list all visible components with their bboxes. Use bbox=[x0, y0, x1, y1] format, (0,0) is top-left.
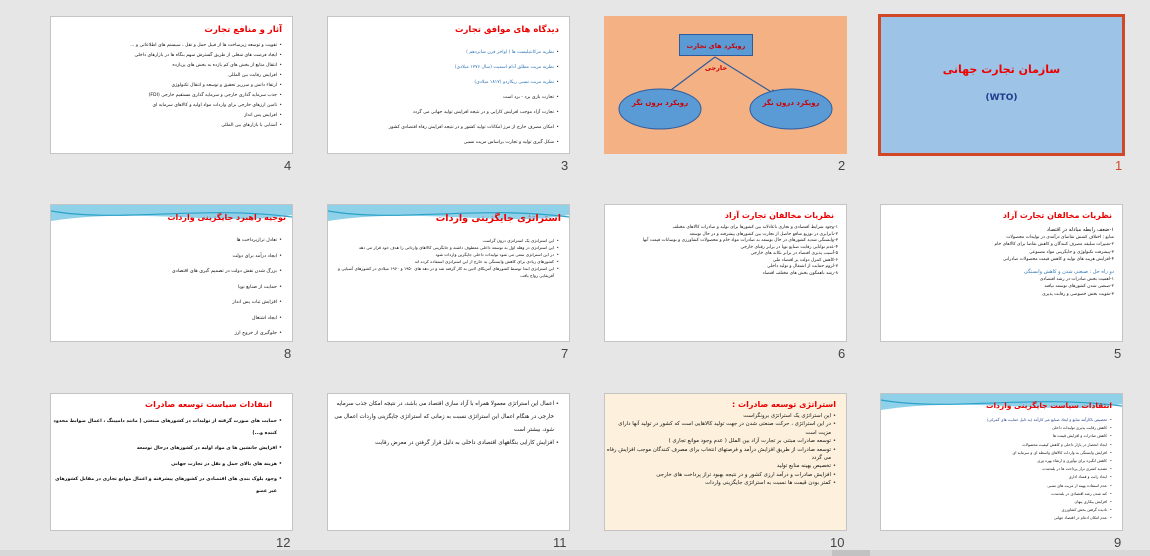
bullet-list bbox=[50, 41, 292, 131]
right-ellipse-label: رویکرد درون نگر bbox=[762, 99, 820, 107]
text-line: ۵-آسیب پذیری اقتصاد در برابر تکانه های خارجی bbox=[750, 251, 838, 256]
text-line: ۱-وجود شرایط اقتصادی و تجاری ناعادلانه بین کشورها برای تولید و صادرات کالاهای مختلف bbox=[672, 225, 838, 230]
bullet-list bbox=[50, 233, 292, 342]
list-item: • در این استراتژی سعی می شود تولیدات داخلی جایگزین واردات شود bbox=[327, 251, 559, 258]
sub-heading: دو راه حل : صنعتی شدن و کاهش وابستگی bbox=[1023, 269, 1114, 276]
list-item: • اعمال این استراتژی معمولا همراه با آزاد سازی اقتصاد می باشد، در نتیجه امکان جذب سرمایه خارجی در هنگام اعمال این استراتژی نسبت به زمانی که استراتژی جایگزینی واردات اعمال می شود، بیشتر است bbox=[327, 398, 559, 437]
list-item: • تشدید کسری تراز پرداخت ها در بلندمدت bbox=[880, 465, 1112, 473]
bullet-list bbox=[327, 398, 569, 450]
list-item: • کمتر بودن قیمت ها نسبت به استراتژی جایگزینی واردات bbox=[604, 479, 836, 487]
list-item: • افزایش وابستگی به واردات کالاهای واسطه ای و سرمایه ای bbox=[880, 449, 1112, 457]
list-item: • تجارت بازی برد - برد است bbox=[329, 90, 559, 105]
list-item: • ایجاد رانت و فساد اداری bbox=[880, 473, 1112, 481]
slide-4[interactable] bbox=[50, 16, 293, 154]
list-item: • کند شدن رشد اقتصادی در بلندمدت bbox=[880, 490, 1112, 498]
list-item: • نادیده گرفتن بخش کشاورزی bbox=[880, 506, 1112, 514]
slide-5[interactable] bbox=[880, 204, 1123, 342]
slide-2[interactable] bbox=[604, 16, 847, 154]
text-line: ۳-وابستگی شدید کشورهای در حال توسعه به صادرات مواد خام و محصولات کشاورزی و نوسانات قیمت آنها bbox=[642, 238, 838, 243]
slide-title: توجیه راهبرد جایگزینی واردات bbox=[167, 213, 286, 222]
text-line: ۳-تقویت بخش خصوصی و رقابت پذیری bbox=[1042, 291, 1114, 297]
bullet-list bbox=[604, 412, 846, 488]
list-item: • افزایش بیکاری پنهان bbox=[880, 498, 1112, 506]
slide-title: استراتژی توسعه صادرات : bbox=[732, 400, 836, 409]
slide-number: 3 bbox=[561, 158, 569, 173]
text-line: ۳-پیشرفت تکنولوژی و جایگزینی مواد مصنوعی bbox=[1029, 249, 1114, 255]
slide-3[interactable] bbox=[327, 16, 570, 154]
list-item: • وجود بلوک بندی های اقتصادی در کشورهای پیشرفته و اعمال موانع تجاری در مقابل کشورهای غیر عضو bbox=[50, 474, 282, 497]
list-item: • نظریه مرکانتیلیست ها ( اواخر قرن شانزدهم ) bbox=[329, 45, 559, 60]
slide-number: 9 bbox=[1114, 535, 1122, 550]
list-item: • کاهش رقابت پذیری تولیدات داخلی bbox=[880, 424, 1112, 432]
top-box: رویکرد های تجارت خارجی bbox=[679, 34, 753, 56]
slide-number: 5 bbox=[1114, 346, 1122, 361]
list-item: • نظریه مزیت نسبی ریکاردو (۱۸۱۷ میلادی) bbox=[329, 75, 559, 90]
list-item: • کاهش انگیزه برای نوآوری و ارتقاء بهره وری bbox=[880, 457, 1112, 465]
right-ellipse bbox=[750, 89, 832, 129]
list-item: • ایجاد درآمد برای دولت bbox=[50, 249, 282, 265]
text-line: ۲-تغییرات سلیقه مصرف کنندگان و کاهش تقاضا برای کالاهای خام bbox=[994, 242, 1114, 248]
text-line: ۲-نابرابری در توزیع منافع حاصل از تجارت بین کشورهای پیشرفته و در حال توسعه bbox=[689, 231, 838, 237]
slide-number: 8 bbox=[284, 346, 292, 361]
list-item: • این استراتژی ابتدا توسط کشورهای آمریکای لاتین به کار گرفته شد و در دهه های ۱۹۵۰ و ۱۹۶۰ میلادی در کشورهای آسیایی و آفریقایی رواج یافت bbox=[327, 265, 559, 279]
list-item: • این استراتژی یک استراتژی درون گراست bbox=[327, 237, 559, 244]
bullet-list bbox=[50, 416, 292, 497]
list-item: • حمایت های صورت گرفته از تولیدات در کشورهای صنعتی ( مانند دامپینگ ، اعمال ضوابط محدود کننده و...) bbox=[50, 416, 282, 439]
slide-12[interactable] bbox=[50, 393, 293, 531]
slide-thumb-6[interactable] bbox=[604, 204, 847, 361]
list-item: • توسعه صادرات مبتنی بر تجارت آزاد بین الملل ( عدم وجود موانع تجاری ) bbox=[604, 437, 836, 445]
list-item: • نظریه مزیت مطلق آدام اسمیت (سال ۱۷۷۶ میلادی) bbox=[329, 60, 559, 75]
slide-1[interactable] bbox=[880, 16, 1123, 154]
list-item: • جلوگیری از خروج ارز bbox=[50, 326, 282, 342]
list-item: • تامین ارزهای خارجی برای واردات مواد اولیه و کالاهای سرمایه ای bbox=[50, 101, 282, 111]
text-line: ۸-رشد ناهمگون بخش های مختلف اقتصاد bbox=[762, 270, 838, 276]
slide-number: 4 bbox=[284, 158, 292, 173]
body-text bbox=[880, 227, 1122, 298]
slide-6[interactable] bbox=[604, 204, 847, 342]
list-item: • حمایت از صنایع نوپا bbox=[50, 280, 282, 296]
slide-title: نظریات مخالفان تجارت آزاد bbox=[1002, 211, 1112, 220]
slide-thumb-2[interactable] bbox=[604, 16, 847, 173]
list-item: • تعادل ترازپرداخت ها bbox=[50, 233, 282, 249]
slide-subtitle: (WTO) bbox=[985, 93, 1018, 103]
slide-title: انتقادات سیاست جایگزینی واردات bbox=[985, 401, 1112, 410]
bullet-list bbox=[327, 237, 569, 279]
list-item: • این استراتژی در وهله اول به توسعه داخلی معطوف داشته و جایگزینی کالاهای وارداتی را هدف خود قرار می دهد bbox=[327, 244, 559, 251]
list-item: • توسعه صادرات از طریق افزایش درآمد و فرصتهای انتخاب برای مصرف کنندگان موجب افزایش رفاه می گردد bbox=[604, 446, 836, 463]
text-line: ۴-افزایش هزینه های تولید و کاهش قیمت محصولات صادراتی bbox=[1003, 256, 1114, 262]
text-line: ۷-لزوم حمایت از اشتغال و تولید داخلی bbox=[767, 264, 838, 269]
slide-number: 1 bbox=[1115, 158, 1123, 173]
slide-number: 10 bbox=[830, 535, 845, 550]
slide-thumb-3[interactable] bbox=[327, 16, 570, 173]
list-item: • تجارت آزاد موجب افزایش کارایی و در نتیجه افزایش تولید جهانی می گردد bbox=[329, 105, 559, 120]
list-item: • ایجاد انحصار در بازار داخلی و کاهش کیفیت محصولات bbox=[880, 441, 1112, 449]
list-item: • ارتقاء دانش و سرریز تحقیق و توسعه و انتقال تکنولوژی bbox=[50, 81, 282, 91]
list-item: • بزرگ شدن نقش دولت در تصمیم گیری های اقتصادی bbox=[50, 264, 282, 280]
slide-thumb-4[interactable] bbox=[50, 16, 293, 173]
list-item: • افزایش جانشین ها ی مواد اولیه در کشورهای درحال توسعه bbox=[50, 443, 282, 455]
text-line: ۶-کاهش کنترل دولت بر اقتصاد ملی bbox=[772, 257, 838, 263]
slide-thumb-5[interactable] bbox=[880, 204, 1123, 361]
slide-thumb-7[interactable] bbox=[327, 204, 570, 361]
slide-thumb-11[interactable] bbox=[327, 393, 570, 550]
text-line: ۱-ضعف رابطه مبادله در اقتصاد bbox=[1046, 227, 1114, 233]
slide-title: انتقادات سیاست توسعه صادرات bbox=[145, 400, 272, 409]
bullet-list bbox=[880, 416, 1122, 523]
list-item: • ایجاد فرصت های شغلی از طریق گسترش سهم بنگاه ها در بازارهای داخلی bbox=[50, 51, 282, 61]
slide-thumb-9[interactable] bbox=[880, 393, 1123, 550]
slide-number: 11 bbox=[553, 535, 567, 550]
list-item: • افزایش صادرات و درآمد ارزی کشور و در نتیجه بهبود تراز پرداخت های خارجی bbox=[604, 471, 836, 479]
list-item: • عدم امکان ادغام در اقتصاد جهانی bbox=[880, 514, 1112, 522]
slide-title: نظریات مخالفان تجارت آزاد bbox=[724, 211, 834, 220]
list-item: • افزایش رقابت بین المللی bbox=[50, 71, 282, 81]
list-item: • هزینه های بالای حمل و نقل در تجارت جهانی bbox=[50, 459, 282, 471]
list-item: • افزایش ثبات پس انداز bbox=[50, 295, 282, 311]
slide-title: سازمان تجارت جهانی bbox=[942, 63, 1061, 76]
slide-10[interactable] bbox=[604, 393, 847, 531]
slide-11[interactable] bbox=[327, 393, 570, 531]
slide-thumb-10[interactable] bbox=[604, 393, 847, 550]
slide-number: 7 bbox=[561, 346, 569, 361]
slide-7[interactable] bbox=[327, 204, 570, 342]
slide-9[interactable] bbox=[880, 393, 1123, 531]
list-item: • آشنایی با بازارهای بین المللی bbox=[50, 121, 282, 131]
scrollbar-thumb[interactable] bbox=[832, 550, 870, 556]
list-item: • امکان مصرف خارج از مرز امکانات تولید کشور و در نتیجه افزایش رفاه اقتصادی کشور bbox=[329, 120, 559, 135]
list-item: • تقویت و توسعه زیرساخت ها از قبیل حمل و نقل ، سیستم های اطلاعاتی و ... bbox=[50, 41, 282, 51]
slide-thumb-1[interactable] bbox=[880, 16, 1123, 173]
list-item: • جذب سرمایه گذاری خارجی و سرمایه گذاری مستقیم خارجی (FDI) bbox=[50, 91, 282, 101]
list-item: • افزایش کارایی بنگاههای اقتصادی داخلی به دلیل قرار گرفتن در معرض رقابت bbox=[327, 437, 559, 450]
text-line: منابع : اختلاف کشش تقاضای درآمدی در تولیدات محصولات bbox=[1006, 235, 1114, 241]
slide-title: دیدگاه های موافق تجارت bbox=[454, 25, 559, 35]
left-ellipse-label: رویکرد برون نگر bbox=[631, 99, 689, 107]
list-item: • ایجاد اشتغال bbox=[50, 311, 282, 327]
slide-number: 12 bbox=[276, 535, 291, 550]
horizontal-scrollbar[interactable] bbox=[0, 550, 1150, 556]
list-item: • در این استراتژی ، حرکت صنعتی شدن در جهت تولید کالاهایی است که کشور در تولید آنها دارای مزیت است bbox=[604, 420, 836, 437]
list-item: • این استراتژی یک استراتژی برونگراست bbox=[604, 412, 836, 420]
slide-thumb-12[interactable] bbox=[50, 393, 293, 550]
slide-title: استراتژی جایگزینی واردات bbox=[435, 213, 561, 224]
slide-title: آثار و منافع تجارت bbox=[204, 25, 282, 35]
body-text bbox=[604, 225, 846, 277]
slide-number: 6 bbox=[838, 346, 846, 361]
list-item: • کاهش صادرات و افزایش قیمت ها bbox=[880, 432, 1112, 440]
list-item: • کشورهای زیادی برای کاهش وابستگی به خارج از این استراتژی استفاده کرده اند bbox=[327, 258, 559, 265]
bullet-list bbox=[327, 45, 569, 150]
list-item: • انتقال منابع از بخش های کم بازده به بخش های پربازده bbox=[50, 61, 282, 71]
list-item: • شکل گیری تولید و تجارت براساس مزیت نسبی bbox=[329, 135, 559, 150]
list-item: • عدم استفاده بهینه از مزیت های نسبی bbox=[880, 482, 1112, 490]
list-item: • افزایش پس انداز bbox=[50, 111, 282, 121]
list-item: • تخصیص ناکارآمد منابع و ایجاد صنایع غیر کارآمد (به دلیل حمایت های گمرکی) bbox=[880, 416, 1112, 424]
slide-number: 2 bbox=[838, 158, 846, 173]
left-ellipse bbox=[619, 89, 701, 129]
slide-8[interactable] bbox=[50, 204, 293, 342]
list-item: • تخصیص بهینه منابع تولید bbox=[604, 462, 836, 470]
text-line: ۲-صنعتی شدن کشورهای توسعه نیافته bbox=[1044, 284, 1114, 290]
text-line: ۱-اهمیت بخش صادرات در رشد اقتصادی bbox=[1039, 277, 1114, 283]
slide-thumb-8[interactable] bbox=[50, 204, 293, 361]
text-line: ۴-عدم توانایی رقابت صنایع نوپا در برابر رقبای خارجی bbox=[740, 244, 838, 250]
